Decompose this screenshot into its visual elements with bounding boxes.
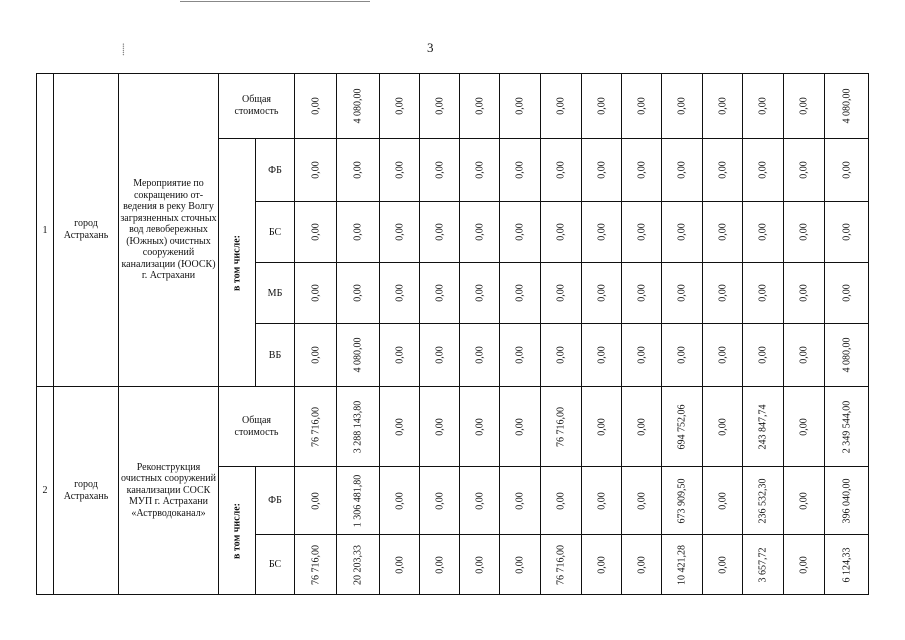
source-value-cell [500, 202, 541, 263]
total-value: 2 349 544,00 [841, 400, 852, 453]
table-row [37, 74, 869, 139]
source-value-cell [703, 324, 743, 387]
funding-source-label: МБ [256, 263, 295, 324]
total-value-cell [295, 74, 337, 139]
source-value: 1 306 481,80 [352, 474, 364, 527]
source-value-cell [784, 535, 825, 595]
source-value: 0,00 [676, 346, 688, 364]
source-value-cell [825, 467, 869, 535]
source-value: 0,00 [474, 284, 485, 302]
source-value-cell [420, 467, 460, 535]
source-value-cell [582, 535, 622, 595]
source-value: 0,00 [394, 491, 405, 510]
source-value-cell [460, 535, 500, 595]
total-value: 4 080,00 [352, 88, 364, 124]
source-value: 0,00 [717, 346, 728, 364]
source-value: 396 040,00 [841, 478, 852, 523]
source-value: 0,00 [636, 284, 647, 302]
source-value-cell [743, 467, 784, 535]
source-value-cell [784, 139, 825, 202]
total-value-cell [380, 74, 420, 139]
source-value: 0,00 [474, 161, 485, 179]
source-value: 76 716,00 [555, 544, 567, 585]
source-value-cell [743, 324, 784, 387]
row-number-cell: 1 [37, 74, 54, 387]
source-value: 0,00 [310, 491, 321, 510]
source-value: 0,00 [514, 161, 526, 179]
total-value-cell [743, 74, 784, 139]
source-value-cell [295, 139, 337, 202]
source-value: 0,00 [514, 346, 526, 364]
source-value: 0,00 [514, 223, 526, 241]
source-value: 0,00 [434, 346, 445, 364]
source-value-cell [622, 535, 662, 595]
source-value: 0,00 [717, 223, 728, 241]
total-value-cell [420, 387, 460, 467]
source-value-cell [582, 263, 622, 324]
including-label-cell [219, 467, 256, 595]
source-value: 0,00 [757, 161, 769, 179]
source-value: 0,00 [434, 223, 445, 241]
source-value-cell [337, 263, 380, 324]
city-cell: город Астрахань [54, 387, 119, 595]
source-value-cell [500, 263, 541, 324]
total-value-cell [662, 74, 703, 139]
source-value: 0,00 [474, 555, 485, 574]
source-value: 0,00 [717, 491, 728, 510]
total-value-cell [703, 387, 743, 467]
source-value: 0,00 [394, 223, 405, 241]
source-value-cell [662, 324, 703, 387]
source-value: 0,00 [757, 284, 769, 302]
source-value-cell [337, 202, 380, 263]
source-value-cell [825, 139, 869, 202]
total-value: 0,00 [474, 97, 485, 115]
source-value: 0,00 [717, 555, 728, 574]
source-value: 0,00 [514, 491, 526, 510]
total-value-cell [460, 74, 500, 139]
source-value: 0,00 [434, 161, 445, 179]
source-value-cell [622, 263, 662, 324]
source-value-cell [420, 263, 460, 324]
total-value-cell [500, 74, 541, 139]
source-value: 4 080,00 [841, 337, 852, 373]
source-value-cell [380, 263, 420, 324]
source-value-cell [582, 139, 622, 202]
source-value: 0,00 [596, 161, 607, 179]
total-value-cell [582, 387, 622, 467]
source-value-cell [703, 467, 743, 535]
total-value-cell [337, 387, 380, 467]
source-value: 0,00 [596, 284, 607, 302]
source-value: 0,00 [596, 555, 607, 574]
source-value: 673 909,50 [676, 478, 688, 523]
source-value: 0,00 [514, 555, 526, 574]
total-value-cell [420, 74, 460, 139]
source-value-cell [784, 202, 825, 263]
budget-table [36, 73, 869, 595]
source-value-cell [541, 324, 582, 387]
source-value-cell [337, 324, 380, 387]
source-value-cell [295, 467, 337, 535]
measure-name-cell: Реконструкция очистных сооружений канализации СОСК МУП г. Астрахани «Астрводоканал» [119, 387, 219, 595]
source-value: 0,00 [394, 346, 405, 364]
source-value: 0,00 [394, 284, 405, 302]
including-label-cell [219, 139, 256, 387]
source-value-cell [703, 535, 743, 595]
source-value: 0,00 [310, 161, 321, 179]
source-value: 20 203,33 [352, 544, 364, 585]
source-value: 0,00 [310, 223, 321, 241]
source-value-cell [500, 535, 541, 595]
source-value: 0,00 [555, 161, 567, 179]
source-value: 4 080,00 [352, 337, 364, 373]
source-value: 0,00 [798, 161, 810, 179]
source-value: 0,00 [474, 223, 485, 241]
source-value: 0,00 [636, 555, 647, 574]
source-value-cell [420, 324, 460, 387]
source-value: 0,00 [555, 491, 567, 510]
source-value-cell [460, 324, 500, 387]
source-value: 0,00 [798, 491, 810, 510]
total-value: 0,00 [757, 97, 769, 115]
total-value-cell [825, 387, 869, 467]
source-value-cell [582, 324, 622, 387]
source-value-cell [743, 535, 784, 595]
total-value: 0,00 [394, 97, 405, 115]
source-value-cell [541, 535, 582, 595]
source-value: 0,00 [841, 284, 852, 302]
source-value-cell [541, 202, 582, 263]
total-value: 0,00 [434, 97, 445, 115]
total-value: 0,00 [555, 97, 567, 115]
including-label: в том числе: [231, 234, 243, 291]
total-value-cell [784, 74, 825, 139]
total-value: 76 716,00 [310, 406, 321, 447]
source-value: 0,00 [717, 161, 728, 179]
total-value: 0,00 [596, 97, 607, 115]
total-cost-label: Общая стоимость [219, 387, 295, 467]
source-value-cell [743, 202, 784, 263]
total-value-cell [825, 74, 869, 139]
source-value-cell [460, 467, 500, 535]
source-value: 0,00 [798, 223, 810, 241]
source-value-cell [460, 202, 500, 263]
funding-source-label: ФБ [256, 139, 295, 202]
source-value: 0,00 [310, 346, 321, 364]
source-value-cell [541, 139, 582, 202]
source-value: 0,00 [676, 284, 688, 302]
funding-source-label: БС [256, 535, 295, 595]
source-value: 0,00 [474, 491, 485, 510]
source-value: 0,00 [394, 555, 405, 574]
source-value-cell [337, 535, 380, 595]
page-number: 3 [427, 40, 434, 55]
source-value-cell [622, 467, 662, 535]
source-value: 0,00 [555, 284, 567, 302]
source-value-cell [825, 324, 869, 387]
source-value-cell [662, 467, 703, 535]
source-value: 6 124,33 [841, 547, 852, 582]
source-value: 0,00 [352, 223, 364, 241]
source-value: 0,00 [394, 161, 405, 179]
total-value: 0,00 [636, 417, 647, 436]
source-value: 0,00 [555, 346, 567, 364]
source-value: 0,00 [636, 346, 647, 364]
source-value: 0,00 [636, 491, 647, 510]
total-value-cell [541, 387, 582, 467]
total-value: 0,00 [434, 417, 445, 436]
source-value: 0,00 [352, 161, 364, 179]
source-value: 0,00 [757, 346, 769, 364]
source-value-cell [295, 263, 337, 324]
source-value-cell [420, 139, 460, 202]
source-value-cell [295, 202, 337, 263]
total-value-cell [337, 74, 380, 139]
source-value: 0,00 [514, 284, 526, 302]
source-value: 0,00 [757, 223, 769, 241]
source-value-cell [662, 263, 703, 324]
source-value-cell [500, 467, 541, 535]
source-value-cell [703, 263, 743, 324]
total-value-cell [380, 387, 420, 467]
measure-name-cell: Мероприятие по сокращению от-ведения в реку Волгу загрязненных сточных вод левобережных (Южных) очистных сооружений канализации (ЮОСК) г. Астрахани [119, 74, 219, 387]
row-number-cell: 2 [37, 387, 54, 595]
source-value-cell [500, 324, 541, 387]
source-value-cell [541, 263, 582, 324]
total-value: 0,00 [717, 97, 728, 115]
source-value: 0,00 [676, 223, 688, 241]
source-value: 0,00 [596, 223, 607, 241]
source-value: 0,00 [798, 555, 810, 574]
total-value: 0,00 [474, 417, 485, 436]
total-value: 0,00 [676, 97, 688, 115]
source-value: 236 532,30 [757, 478, 769, 523]
source-value-cell [380, 139, 420, 202]
including-label: в том числе: [231, 502, 243, 559]
source-value: 0,00 [434, 284, 445, 302]
source-value-cell [825, 202, 869, 263]
source-value-cell [825, 263, 869, 324]
source-value-cell [622, 202, 662, 263]
source-value: 0,00 [636, 223, 647, 241]
source-value-cell [784, 324, 825, 387]
total-value: 0,00 [636, 97, 647, 115]
total-value: 4 080,00 [841, 88, 852, 124]
source-value-cell [295, 324, 337, 387]
source-value: 0,00 [841, 223, 852, 241]
source-value-cell [460, 263, 500, 324]
source-value-cell [825, 535, 869, 595]
source-value: 0,00 [717, 284, 728, 302]
total-value: 0,00 [310, 97, 321, 115]
source-value: 0,00 [474, 346, 485, 364]
table-row [37, 387, 869, 467]
source-value: 0,00 [676, 161, 688, 179]
total-value: 0,00 [514, 97, 526, 115]
source-value: 0,00 [434, 555, 445, 574]
source-value: 0,00 [636, 161, 647, 179]
total-value: 694 752,06 [676, 404, 688, 449]
funding-source-label: БС [256, 202, 295, 263]
total-value: 0,00 [798, 417, 810, 436]
source-value-cell [420, 202, 460, 263]
city-cell: город Астрахань [54, 74, 119, 387]
source-value-cell [380, 535, 420, 595]
total-value-cell [784, 387, 825, 467]
total-value: 76 716,00 [555, 406, 567, 447]
total-value-cell [622, 74, 662, 139]
total-value-cell [460, 387, 500, 467]
total-value: 0,00 [717, 417, 728, 436]
source-value-cell [460, 139, 500, 202]
source-value-cell [582, 202, 622, 263]
source-value: 0,00 [310, 284, 321, 302]
source-value-cell [420, 535, 460, 595]
total-value: 0,00 [798, 97, 810, 115]
total-value-cell [662, 387, 703, 467]
total-value-cell [743, 387, 784, 467]
source-value: 10 421,28 [676, 544, 688, 585]
source-value-cell [743, 139, 784, 202]
source-value-cell [703, 139, 743, 202]
source-value-cell [784, 263, 825, 324]
total-value-cell [541, 74, 582, 139]
funding-source-label: ВБ [256, 324, 295, 387]
source-value-cell [784, 467, 825, 535]
source-value-cell [337, 467, 380, 535]
source-value-cell [743, 263, 784, 324]
source-value-cell [295, 535, 337, 595]
total-value-cell [582, 74, 622, 139]
source-value-cell [337, 139, 380, 202]
source-value: 0,00 [434, 491, 445, 510]
source-value-cell [500, 139, 541, 202]
source-value: 0,00 [841, 161, 852, 179]
total-value-cell [295, 387, 337, 467]
total-value: 0,00 [514, 417, 526, 436]
funding-source-label: ФБ [256, 467, 295, 535]
top-scan-line [180, 1, 370, 2]
source-value-cell [622, 139, 662, 202]
total-value: 243 847,74 [757, 404, 769, 449]
source-value: 0,00 [596, 346, 607, 364]
source-value: 0,00 [352, 284, 364, 302]
source-value: 3 657,72 [757, 547, 769, 582]
total-value-cell [703, 74, 743, 139]
source-value-cell [622, 324, 662, 387]
source-value: 0,00 [798, 346, 810, 364]
total-value-cell [622, 387, 662, 467]
source-value-cell [662, 139, 703, 202]
source-value: 0,00 [798, 284, 810, 302]
source-value-cell [380, 467, 420, 535]
total-cost-label: Общая стоимость [219, 74, 295, 139]
source-value: 76 716,00 [310, 544, 321, 585]
source-value-cell [541, 467, 582, 535]
source-value-cell [662, 202, 703, 263]
source-value-cell [380, 324, 420, 387]
total-value: 0,00 [394, 417, 405, 436]
source-value: 0,00 [596, 491, 607, 510]
source-value-cell [703, 202, 743, 263]
total-value-cell [500, 387, 541, 467]
total-value: 3 288 143,80 [352, 400, 364, 453]
source-value-cell [380, 202, 420, 263]
total-value: 0,00 [596, 417, 607, 436]
scan-mark: ⸽ [122, 44, 125, 56]
source-value: 0,00 [555, 223, 567, 241]
source-value-cell [662, 535, 703, 595]
source-value-cell [582, 467, 622, 535]
